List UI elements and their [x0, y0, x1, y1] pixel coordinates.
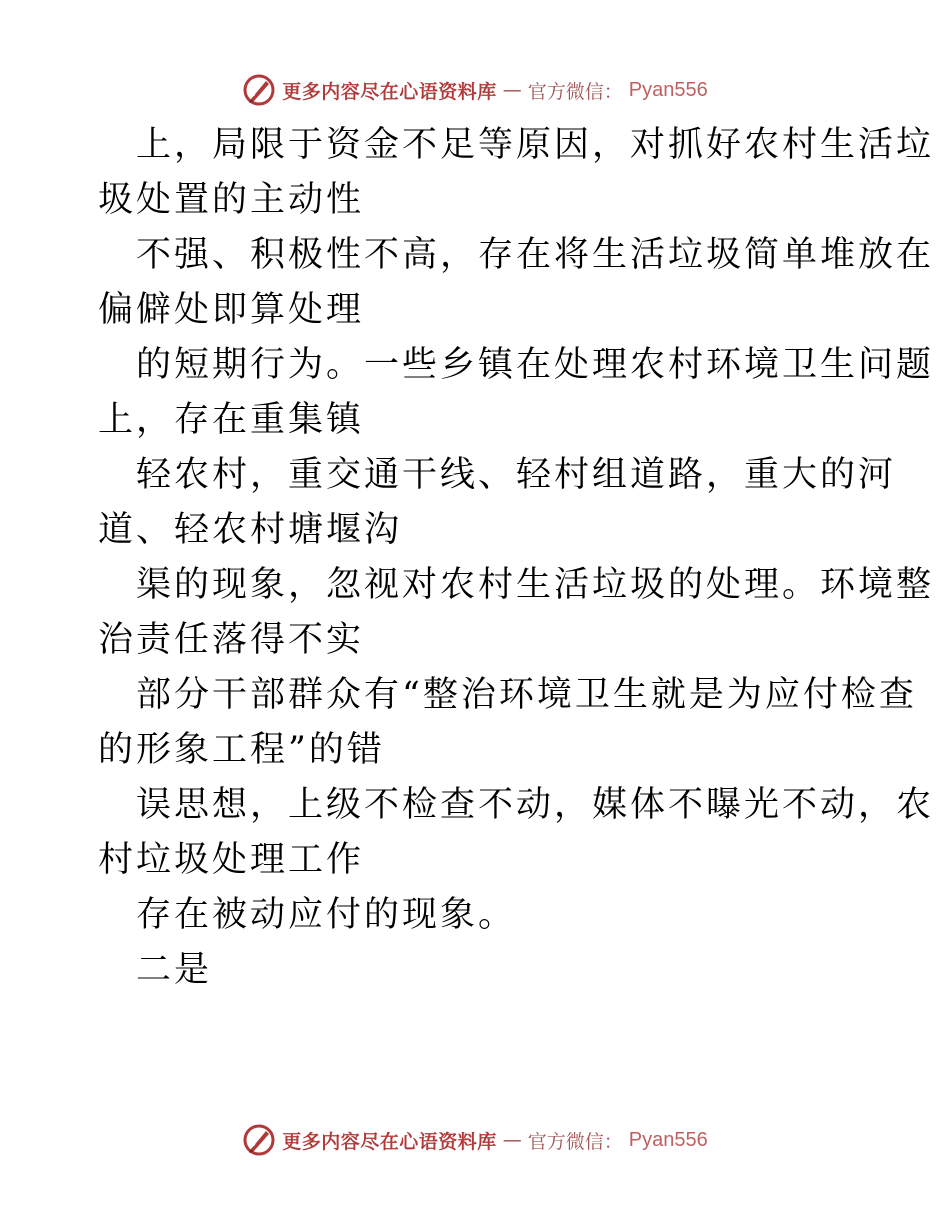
body-line: 的短期行为。一些乡镇在处理农村环境卫生问题 — [136, 345, 935, 385]
body-line: 存在被动应付的现象。 — [136, 895, 517, 935]
body-line: 部分干部群众有“整治环境卫生就是为应付检查 — [136, 675, 917, 715]
watermark-id: Pyan556 — [628, 78, 708, 101]
body-line: 轻农村，重交通干线、轻村组道路，重大的河 — [136, 455, 897, 495]
watermark-separator: — — [502, 1129, 522, 1151]
document-body — [98, 118, 935, 998]
body-line: 不强、积极性不高，存在将生活垃圾简单堆放在 — [136, 235, 935, 275]
body-line: 渠的现象，忽视对农村生活垃圾的处理。环境整 — [136, 565, 935, 605]
body-line: 村垃圾处理工作 — [98, 840, 365, 880]
header-watermark — [0, 70, 950, 110]
body-line: 二是 — [136, 950, 213, 990]
body-line: 偏僻处即算处理 — [98, 290, 365, 330]
body-line: 治责任落得不实 — [98, 620, 365, 660]
watermark-label: 官方微信： — [527, 80, 623, 103]
quill-pen-logo-icon — [242, 73, 276, 107]
footer-watermark — [0, 1120, 950, 1160]
body-line: 道、轻农村塘堰沟 — [98, 510, 403, 550]
watermark-separator: — — [502, 79, 522, 101]
watermark-text: 更多内容尽在心语资料库 — [282, 1130, 497, 1153]
body-line: 误思想，上级不检查不动，媒体不曝光不动，农 — [136, 785, 935, 825]
body-line: 上，局限于资金不足等原因，对抓好农村生活垃 — [136, 125, 935, 165]
quill-pen-logo-icon — [242, 1123, 276, 1157]
body-line: 上，存在重集镇 — [98, 400, 365, 440]
body-line: 圾处置的主动性 — [98, 180, 365, 220]
watermark-text: 更多内容尽在心语资料库 — [282, 80, 497, 103]
body-line: 的形象工程”的错 — [98, 730, 385, 770]
watermark-label: 官方微信： — [527, 1130, 623, 1153]
watermark-id: Pyan556 — [628, 1128, 708, 1151]
